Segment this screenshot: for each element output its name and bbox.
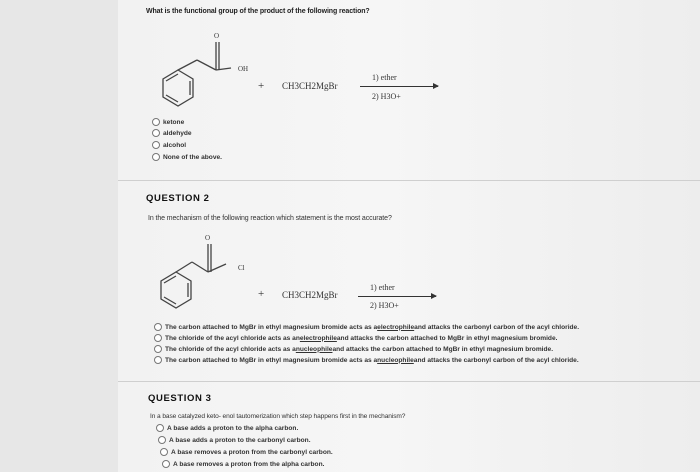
- question-2-heading: QUESTION 2: [146, 193, 210, 204]
- question-1-option[interactable]: [152, 141, 186, 149]
- radio-button[interactable]: [156, 424, 164, 432]
- question-1-condition-1: 1) ether: [372, 73, 397, 82]
- question-1-option[interactable]: [152, 129, 192, 137]
- question-2-option[interactable]: [154, 323, 579, 331]
- question-2-reaction-arrow: [358, 296, 436, 297]
- radio-button[interactable]: [152, 118, 160, 126]
- radio-button[interactable]: [154, 345, 162, 353]
- question-2-molecule: [148, 236, 258, 316]
- radio-button[interactable]: [152, 141, 160, 149]
- question-1-carbonyl-oxygen: O: [214, 32, 220, 40]
- radio-button[interactable]: [154, 323, 162, 331]
- question-3-prompt: In a base catalyzed keto- enol tautomerization which step happens first in the mechanism?: [150, 413, 406, 420]
- section-divider: [118, 180, 700, 181]
- radio-button[interactable]: [160, 448, 168, 456]
- option-text-end: and attacks the carbon attached to MgBr in ethyl magnesium bromide.: [332, 345, 554, 353]
- question-1-plus: +: [258, 80, 265, 92]
- option-text-start: The chloride of the acyl chloride acts as a: [165, 345, 296, 353]
- option-key-term: electrophile: [377, 323, 415, 331]
- option-label: A base removes a proton from the alpha carbon.: [173, 460, 325, 468]
- section-divider: [118, 381, 700, 382]
- option-label: None of the above.: [163, 153, 222, 161]
- radio-button[interactable]: [152, 129, 160, 137]
- question-1-option[interactable]: [152, 118, 184, 126]
- option-text-end: and attacks the carbon attached to MgBr in ethyl magnesium bromide.: [336, 334, 558, 342]
- question-1-molecule: [148, 36, 258, 116]
- question-2-chloride-label: Cl: [238, 264, 245, 272]
- option-label: A base adds a proton to the alpha carbon.: [167, 424, 299, 432]
- radio-button[interactable]: [154, 334, 162, 342]
- question-2-reagent: CH3CH2MgBr: [282, 290, 338, 300]
- option-label: aldehyde: [163, 129, 192, 137]
- question-2-condition-1: 1) ether: [370, 283, 395, 292]
- question-1-prompt: What is the functional group of the product of the following reaction?: [146, 8, 370, 15]
- question-1-reaction-arrow: [360, 86, 438, 87]
- radio-button[interactable]: [158, 436, 166, 444]
- option-text-start: The carbon attached to MgBr in ethyl magnesium bromide acts as a: [165, 356, 378, 364]
- question-1-reagent: CH3CH2MgBr: [282, 81, 338, 91]
- option-label: ketone: [163, 118, 185, 126]
- option-text-start: The carbon attached to MgBr in ethyl magnesium bromide acts as a: [165, 323, 378, 331]
- question-3-option[interactable]: [160, 448, 333, 456]
- option-text-start: The chloride of the acyl chloride acts as an: [165, 334, 300, 342]
- question-1-condition-2: 2) H3O+: [372, 92, 401, 101]
- question-2-option[interactable]: [154, 356, 579, 364]
- question-2-option[interactable]: [154, 345, 553, 353]
- question-3-option[interactable]: [158, 436, 311, 444]
- option-label: alcohol: [163, 141, 187, 149]
- option-key-term: electrophile: [299, 334, 337, 342]
- option-label: A base removes a proton from the carbonyl carbon.: [171, 448, 333, 456]
- question-3-heading: QUESTION 3: [148, 393, 212, 404]
- option-key-term: nucleophile: [377, 356, 414, 364]
- radio-button[interactable]: [162, 460, 170, 468]
- question-2-condition-2: 2) H3O+: [370, 301, 399, 310]
- question-2-prompt: In the mechanism of the following reaction which statement is the most accurate?: [148, 215, 392, 222]
- option-text-end: and attacks the carbonyl carbon of the acyl chloride.: [414, 323, 580, 331]
- option-text-end: and attacks the carbonyl carbon of the acyl chloride.: [413, 356, 579, 364]
- option-key-term: nucleophile: [295, 345, 333, 353]
- radio-button[interactable]: [152, 153, 160, 161]
- question-2-option[interactable]: [154, 334, 557, 342]
- question-2-carbonyl-oxygen: O: [205, 234, 211, 242]
- radio-button[interactable]: [154, 356, 162, 364]
- question-1-option[interactable]: [152, 153, 222, 161]
- question-1-hydroxyl-label: OH: [238, 65, 249, 73]
- question-2-plus: +: [258, 288, 265, 300]
- question-3-option[interactable]: [162, 460, 324, 468]
- option-label: A base adds a proton to the carbonyl carbon.: [169, 436, 311, 444]
- question-3-option[interactable]: [156, 424, 298, 432]
